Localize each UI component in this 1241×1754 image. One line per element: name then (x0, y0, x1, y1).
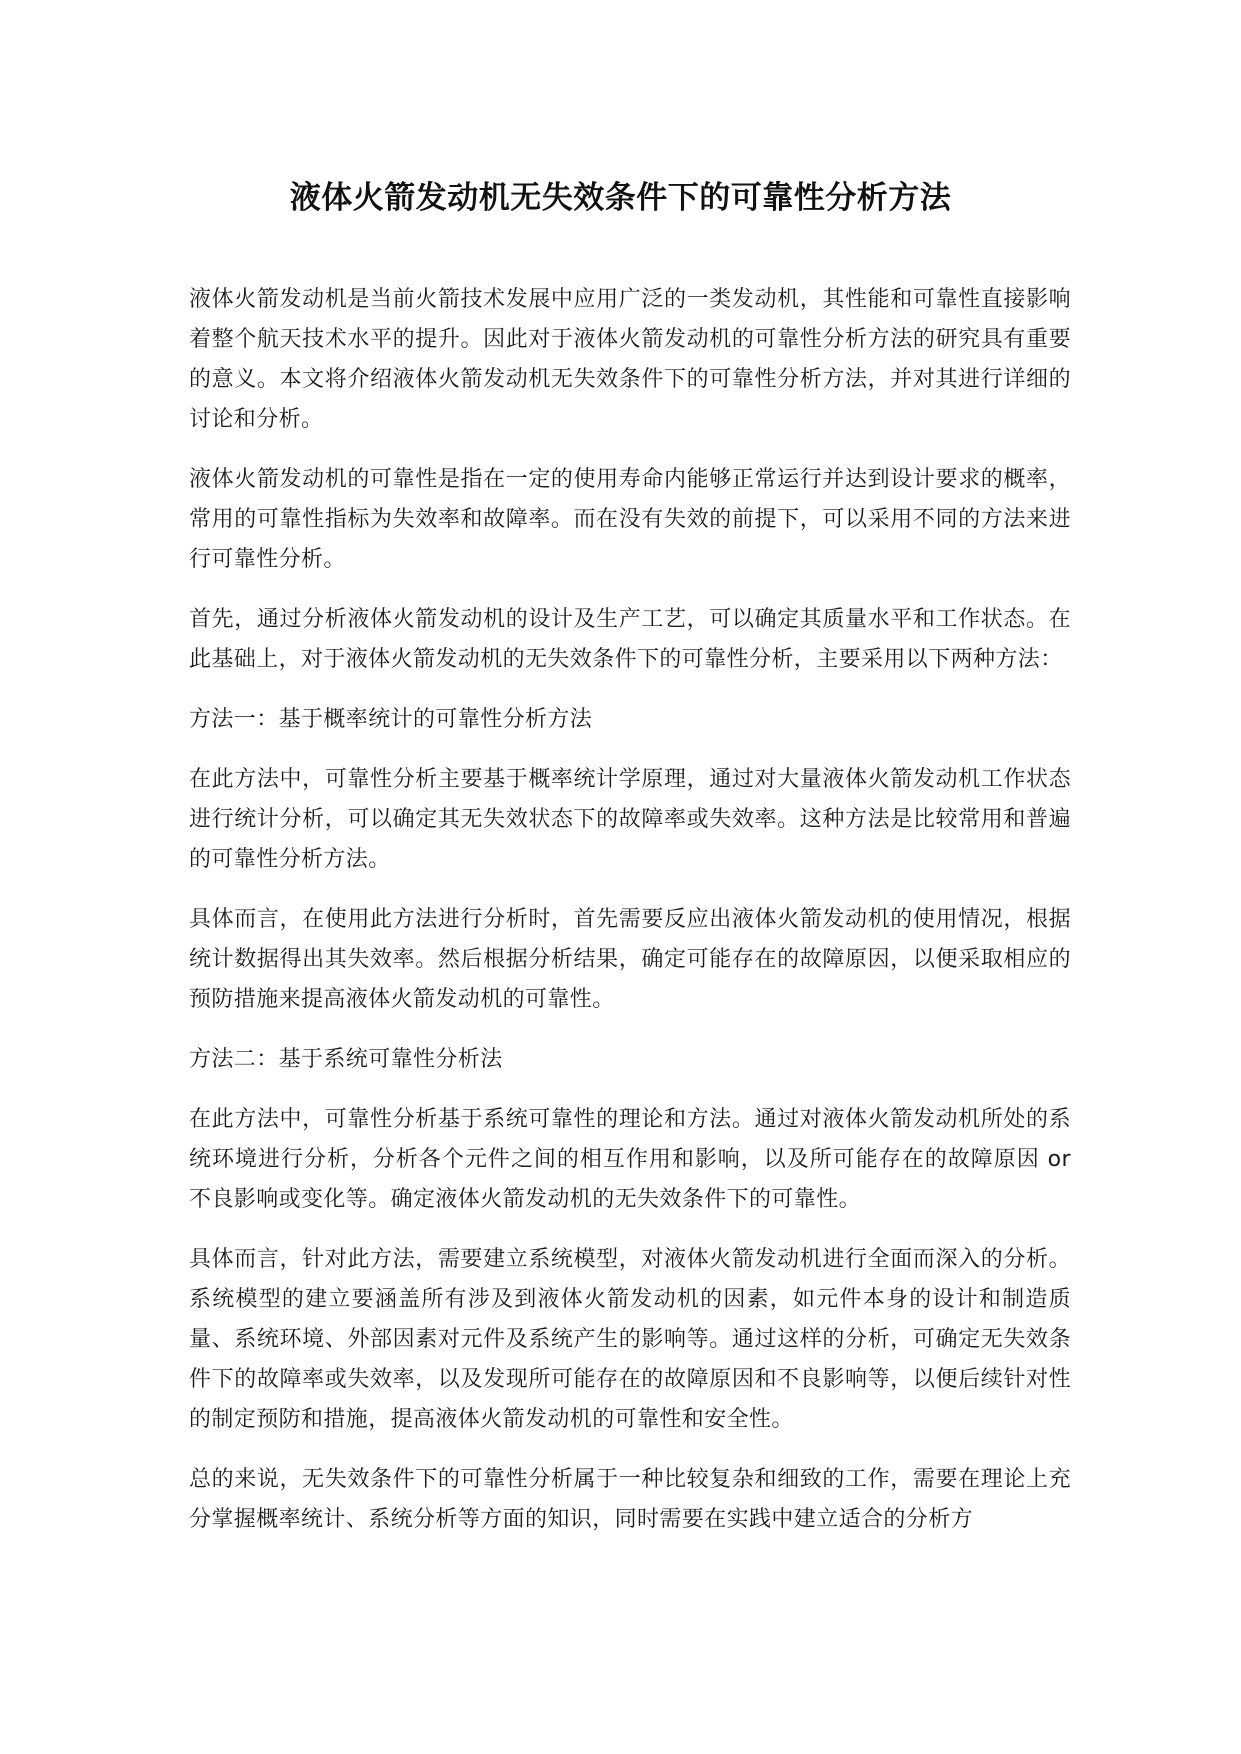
paragraph-method-one-detail: 具体而言，在使用此方法进行分析时，首先需要反应出液体火箭发动机的使用情况，根据统计数据得出其失效率。然后根据分析结果，确定可能存在的故障原因，以便采取相应的预防措施来提高液体火箭发动机的可靠性。 (189, 907, 1071, 1012)
document-body (189, 280, 1071, 1560)
paragraph-conclusion: 总的来说，无失效条件下的可靠性分析属于一种比较复杂和细致的工作，需要在理论上充分掌握概率统计、系统分析等方面的知识，同时需要在实践中建立适合的分析方 (189, 1467, 1071, 1532)
paragraph-method-two-detail: 具体而言，针对此方法，需要建立系统模型，对液体火箭发动机进行全面而深入的分析。系统模型的建立要涵盖所有涉及到液体火箭发动机的因素，如元件本身的设计和制造质量、系统环境、外部因素对元件及系统产生的影响等。通过这样的分析，可确定无失效条件下的故障率或失效率，以及发现所可能存在的故障原因和不良影响等，以便后续针对性的制定预防和措施，提高液体火箭发动机的可靠性和安全性。 (189, 1247, 1071, 1432)
paragraph-method-one-description: 在此方法中，可靠性分析主要基于概率统计学原理，通过对大量液体火箭发动机工作状态进行统计分析，可以确定其无失效状态下的故障率或失效率。这种方法是比较常用和普遍的可靠性分析方法。 (189, 767, 1071, 872)
paragraph-intro: 液体火箭发动机是当前火箭技术发展中应用广泛的一类发动机，其性能和可靠性直接影响着整个航天技术水平的提升。因此对于液体火箭发动机的可靠性分析方法的研究具有重要的意义。本文将介绍液体火箭发动机无失效条件下的可靠性分析方法，并对其进行详细的讨论和分析。 (189, 287, 1071, 432)
document-title: 液体火箭发动机无失效条件下的可靠性分析方法 (289, 180, 952, 216)
paragraph-reliability-definition: 液体火箭发动机的可靠性是指在一定的使用寿命内能够正常运行并达到设计要求的概率，常用的可靠性指标为失效率和故障率。而在没有失效的前提下，可以采用不同的方法来进行可靠性分析。 (189, 467, 1071, 572)
method-one-heading: 方法一：基于概率统计的可靠性分析方法 (189, 707, 593, 732)
method-two-heading: 方法二：基于系统可靠性分析法 (189, 1047, 503, 1072)
paragraph-method-two-description: 在此方法中，可靠性分析基于系统可靠性的理论和方法。通过对液体火箭发动机所处的系统环境进行分析，分析各个元件之间的相互作用和影响，以及所可能存在的故障原因 or 不良影响或变化等。确定液体火箭发动机的无失效条件下的可靠性。 (189, 1107, 1071, 1212)
paragraph-methods-overview: 首先，通过分析液体火箭发动机的设计及生产工艺，可以确定其质量水平和工作状态。在此基础上，对于液体火箭发动机的无失效条件下的可靠性分析，主要采用以下两种方法： (189, 607, 1071, 672)
